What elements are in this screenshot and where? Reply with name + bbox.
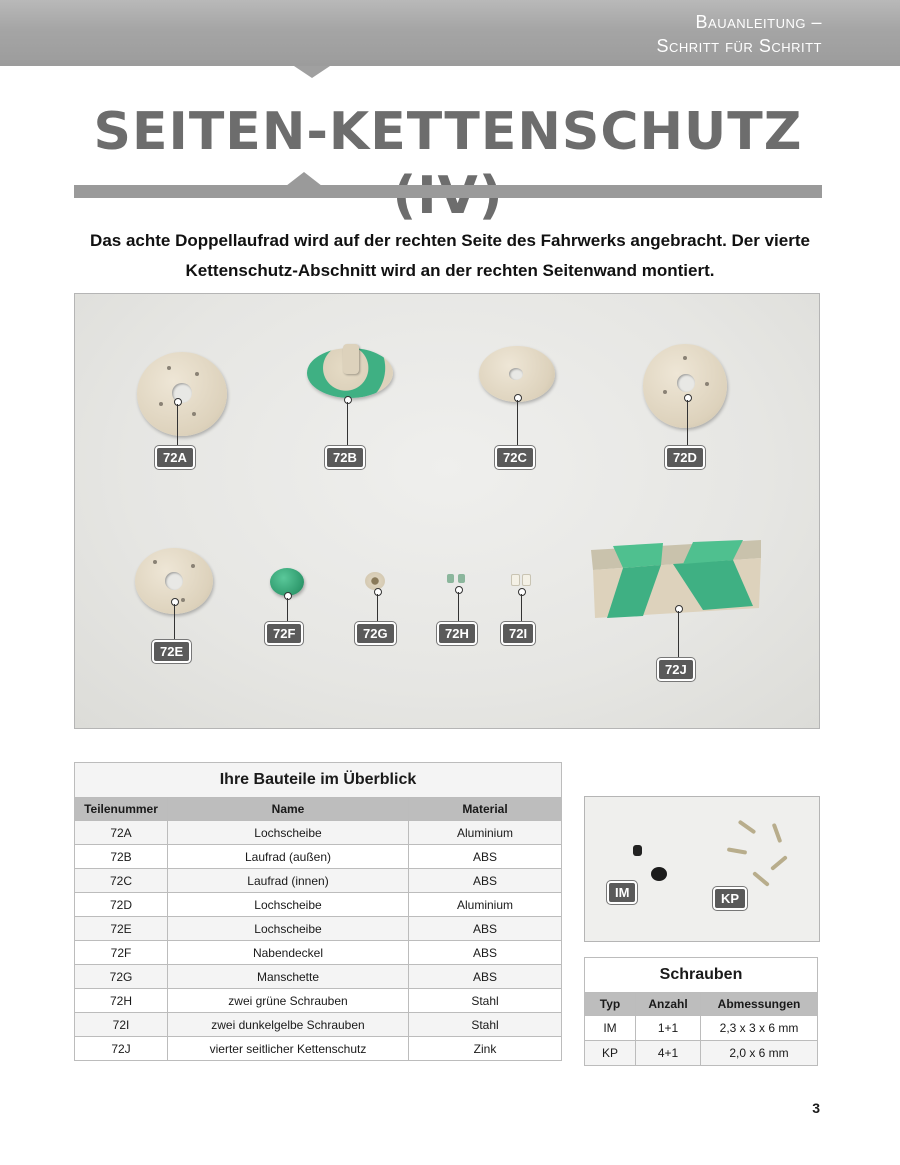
parts-table-header-number: Teilenummer — [75, 798, 168, 821]
table-row — [75, 1013, 562, 1037]
screws-table-title: Schrauben — [585, 958, 818, 993]
section-label-line1: Bauanleitung – — [695, 12, 822, 32]
parts-table-header-material: Material — [409, 798, 562, 821]
cell-number: 72F — [75, 941, 168, 965]
cell-material: Zink — [409, 1037, 562, 1061]
label-im: IM — [607, 881, 637, 904]
part-72h-screws — [447, 574, 469, 584]
label-72d: 72D — [665, 446, 705, 469]
table-row — [75, 965, 562, 989]
part-72j-track-guard — [583, 540, 763, 620]
cell-material: Stahl — [409, 989, 562, 1013]
parts-table — [74, 762, 562, 1061]
label-72a: 72A — [155, 446, 195, 469]
cell-name: Laufrad (außen) — [168, 845, 409, 869]
label-72f: 72F — [265, 622, 303, 645]
table-row — [75, 869, 562, 893]
im-screw — [651, 867, 667, 881]
cell-name: Lochscheibe — [168, 917, 409, 941]
cell-dimensions: 2,0 x 6 mm — [701, 1041, 818, 1066]
cell-number: 72D — [75, 893, 168, 917]
label-72c: 72C — [495, 446, 535, 469]
label-72h: 72H — [437, 622, 477, 645]
parts-photo — [74, 293, 820, 729]
cell-material: ABS — [409, 869, 562, 893]
cell-material: Stahl — [409, 1013, 562, 1037]
parts-table-header-name: Name — [168, 798, 409, 821]
label-72i: 72I — [501, 622, 535, 645]
screws-table-header-dimensions: Abmessungen — [701, 993, 818, 1016]
table-row — [75, 917, 562, 941]
cell-number: 72C — [75, 869, 168, 893]
cell-material: Aluminium — [409, 893, 562, 917]
parts-table-title: Ihre Bauteile im Überblick — [75, 763, 562, 798]
screws-table-header-type: Typ — [585, 993, 636, 1016]
part-72g-sleeve — [365, 572, 385, 590]
cell-number: 72H — [75, 989, 168, 1013]
label-kp: KP — [713, 887, 747, 910]
label-72b: 72B — [325, 446, 365, 469]
label-72g: 72G — [355, 622, 396, 645]
cell-name: zwei grüne Schrauben — [168, 989, 409, 1013]
label-72e: 72E — [152, 640, 191, 663]
cell-name: vierter seitlicher Kettenschutz — [168, 1037, 409, 1061]
cell-number: 72I — [75, 1013, 168, 1037]
cell-name: Lochscheibe — [168, 821, 409, 845]
table-row — [585, 1041, 818, 1066]
cell-name: Manschette — [168, 965, 409, 989]
table-row — [75, 1037, 562, 1061]
part-72a-washer — [137, 352, 227, 436]
screws-table — [584, 957, 818, 1066]
header-notch — [294, 66, 330, 78]
cell-name: Nabendeckel — [168, 941, 409, 965]
cell-name: zwei dunkelgelbe Schrauben — [168, 1013, 409, 1037]
cell-count: 1+1 — [636, 1016, 701, 1041]
table-row — [75, 893, 562, 917]
im-screw — [633, 845, 642, 856]
label-72j: 72J — [657, 658, 695, 681]
title-rule-notch — [286, 172, 322, 186]
intro-text: Das achte Doppellaufrad wird auf der rechten Seite des Fahrwerks angebracht. Der vierte Kettenschutz-Abschnitt wird an der rechten Seitenwand montiert. — [90, 231, 810, 280]
title-rule — [74, 185, 822, 198]
screws-table-header-count: Anzahl — [636, 993, 701, 1016]
screws-photo — [584, 796, 820, 942]
cell-material: ABS — [409, 941, 562, 965]
cell-type: KP — [585, 1041, 636, 1066]
cell-number: 72B — [75, 845, 168, 869]
cell-material: Aluminium — [409, 821, 562, 845]
page-number: 3 — [812, 1100, 820, 1116]
cell-type: IM — [585, 1016, 636, 1041]
table-row — [75, 845, 562, 869]
section-label — [656, 10, 822, 58]
cell-number: 72J — [75, 1037, 168, 1061]
table-row — [75, 821, 562, 845]
cell-material: ABS — [409, 845, 562, 869]
cell-number: 72E — [75, 917, 168, 941]
page-title: SEITEN-KETTENSCHUTZ — [93, 102, 803, 162]
cell-name: Laufrad (innen) — [168, 869, 409, 893]
cell-count: 4+1 — [636, 1041, 701, 1066]
table-row — [75, 989, 562, 1013]
cell-material: ABS — [409, 917, 562, 941]
table-row — [585, 1016, 818, 1041]
part-72i-screws — [511, 574, 533, 584]
cell-dimensions: 2,3 x 3 x 6 mm — [701, 1016, 818, 1041]
cell-name: Lochscheibe — [168, 893, 409, 917]
part-72b-hub — [343, 344, 359, 374]
cell-number: 72G — [75, 965, 168, 989]
cell-material: ABS — [409, 965, 562, 989]
table-row — [75, 941, 562, 965]
section-label-line2: Schritt für Schritt — [656, 36, 822, 56]
cell-number: 72A — [75, 821, 168, 845]
part-72d-washer — [643, 344, 727, 428]
